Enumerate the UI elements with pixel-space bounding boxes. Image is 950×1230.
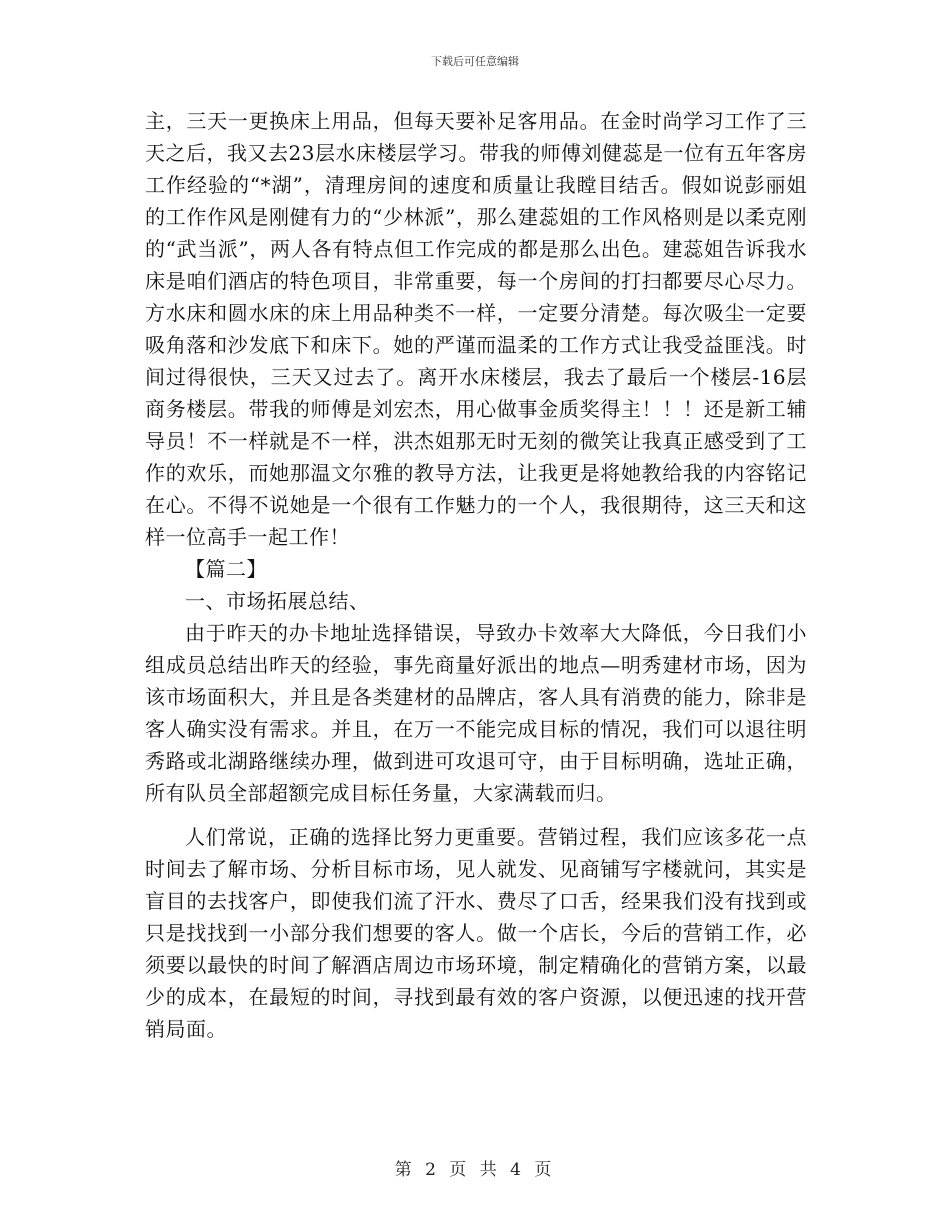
- document-body: [145, 105, 807, 1045]
- paragraph-market-expansion: 由于昨天的办卡地址选择错误，导致办卡效率大大降低，今日我们小组成员总结出昨天的经验，事先商量好派出的地点—明秀建材市场，因为该市场面积大，并且是各类建材的品牌店，客人具有消费的能力，除非是客人确实没有需求。并且，在万一不能完成目标的情况，我们可以退往明秀路或北湖路继续办理，做到进可攻退可守，由于目标明确，选址正确，所有队员全部超额完成目标任务量，大家满载而归。: [145, 621, 807, 805]
- page-header: 下载后可任意编辑: [431, 55, 519, 68]
- paragraph-continuation: 主，三天一更换床上用品，但每天要补足客用品。在金时尚学习工作了三天之后，我又去23层水床楼层学习。带我的师傅刘健蕊是一位有五年客房工作经验的“*湖”，清理房间的速度和质量让我瞠目结舌。假如说彭丽姐的工作作风是刚健有力的“少林派”，那么建蕊姐的工作风格则是以柔克刚的“武当派”，两人各有特点但工作完成的都是那么出色。建蕊姐告诉我水床是咱们酒店的特色项目，非常重要，每一个房间的打扫都要尽心尽力。方水床和圆水床的床上用品种类不一样，一定要分清楚。每次吸尘一定要吸角落和沙发底下和床下。她的严谨而温柔的工作方式让我受益匪浅。时间过得很快，三天又过去了。离开水床楼层，我去了最后一个楼层-16层商务楼层。带我的师傅是刘宏杰，用心做事金质奖得主！！！还是新工辅导员！不一样就是不一样，洪杰姐那无时无刻的微笑让我真正感受到了工作的欢乐，而她那温文尔雅的教导方法，让我更是将她教给我的内容铭记在心。不得不说她是一个很有工作魅力的一个人，我很期待，这三天和这样一位高手一起工作！: [145, 109, 807, 549]
- page-number: 第 2 页 共 4 页: [394, 1160, 556, 1180]
- paragraph-right-choice: 人们常说，正确的选择比努力更重要。营销过程，我们应该多花一点时间去了解市场、分析目标市场，见人就发、见商铺写字楼就问，其实是盲目的去找客户，即使我们流了汗水、费尽了口舌，经果我们没有找到或只是找找到一小部分我们想要的客人。做一个店长，今后的营销工作，必须要以最快的时间了解酒店周边市场环境，制定精确化的营销方案，以最少的成本，在最短的时间，寻找到最有效的客户资源，以便迅速的找开营销局面。: [145, 825, 807, 1041]
- section-heading: 【篇二】: [185, 557, 267, 581]
- subsection-heading: 一、市场拓展总结、: [185, 589, 370, 613]
